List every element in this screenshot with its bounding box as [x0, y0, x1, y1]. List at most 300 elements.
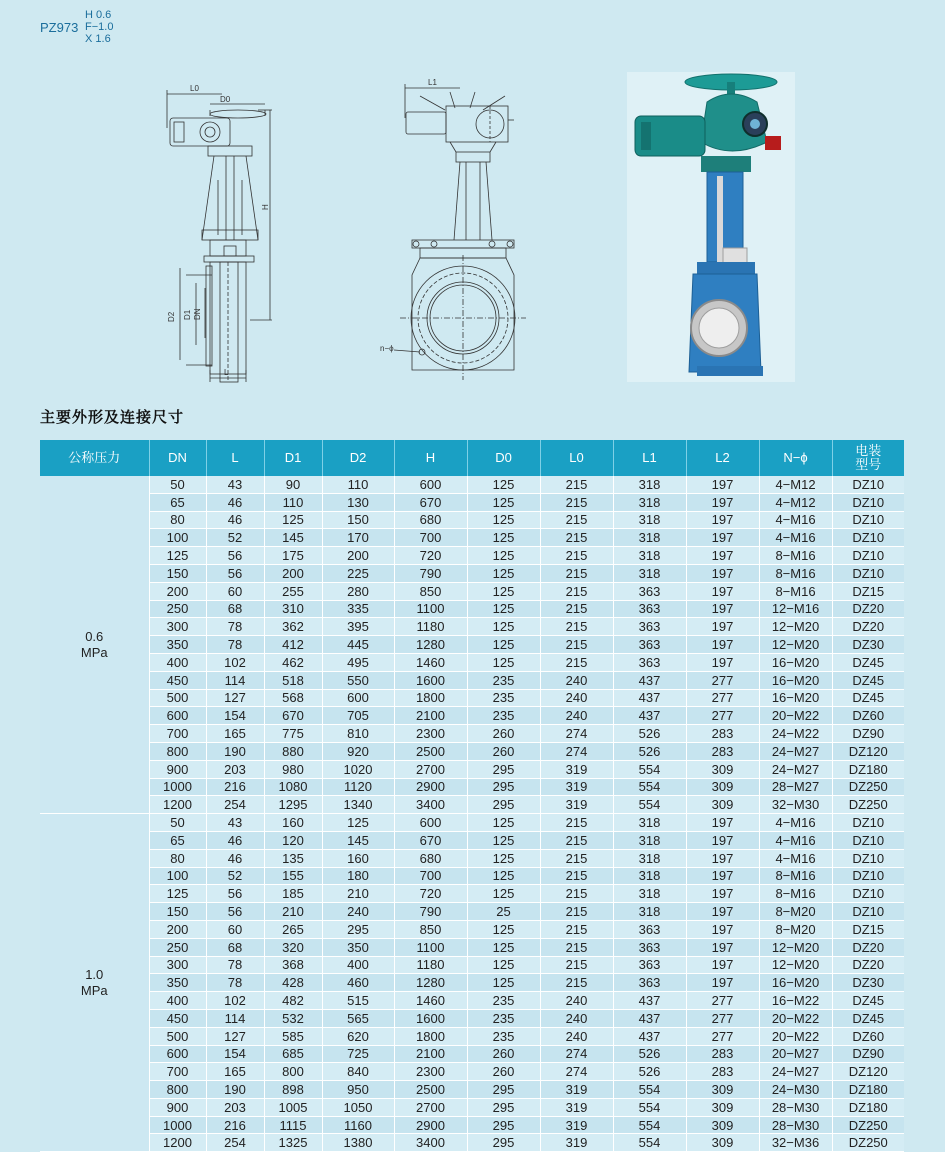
table-cell: 197	[686, 618, 759, 636]
table-cell: 56	[206, 885, 264, 903]
header-nominal-pressure: 公称压力	[40, 440, 149, 476]
table-cell: 600	[394, 814, 467, 832]
table-cell: 400	[322, 956, 394, 974]
section-title: 主要外形及连接尺寸	[40, 408, 185, 426]
table-cell: 295	[467, 796, 540, 814]
table-cell: DZ180	[832, 760, 904, 778]
table-cell: 197	[686, 653, 759, 671]
table-cell: 20−M22	[759, 1027, 832, 1045]
table-cell: 1115	[264, 1116, 322, 1134]
table-cell: 240	[322, 903, 394, 921]
table-cell: 216	[206, 1116, 264, 1134]
table-cell: 600	[149, 1045, 206, 1063]
side-view-drawing	[380, 78, 526, 380]
table-cell: 125	[467, 974, 540, 992]
table-cell: 3400	[394, 796, 467, 814]
table-cell: 197	[686, 885, 759, 903]
table-cell: 1100	[394, 938, 467, 956]
front-view-drawing	[167, 84, 272, 382]
table-cell: DZ20	[832, 618, 904, 636]
table-cell: 685	[264, 1045, 322, 1063]
table-row	[40, 992, 904, 1010]
table-cell: 24−M27	[759, 1063, 832, 1081]
table-cell: 197	[686, 903, 759, 921]
table-cell: DZ10	[832, 476, 904, 493]
table-cell: 274	[540, 742, 613, 760]
table-cell: 125	[467, 849, 540, 867]
table-cell: DZ45	[832, 1009, 904, 1027]
table-cell: 526	[613, 742, 686, 760]
table-cell: 12−M20	[759, 956, 832, 974]
table-cell: 1200	[149, 796, 206, 814]
table-row	[40, 547, 904, 565]
table-cell: 274	[540, 1045, 613, 1063]
table-cell: 437	[613, 707, 686, 725]
table-cell: 1295	[264, 796, 322, 814]
table-cell: 363	[613, 974, 686, 992]
table-cell: 260	[467, 742, 540, 760]
table-cell: 300	[149, 956, 206, 974]
table-row	[40, 511, 904, 529]
table-cell: 8−M16	[759, 582, 832, 600]
table-cell: 125	[264, 511, 322, 529]
table-cell: 1325	[264, 1134, 322, 1152]
table-cell: 8−M20	[759, 903, 832, 921]
table-cell: 215	[540, 956, 613, 974]
table-cell: DZ15	[832, 920, 904, 938]
table-cell: 319	[540, 1134, 613, 1152]
table-cell: DZ60	[832, 707, 904, 725]
table-cell: 65	[149, 493, 206, 511]
table-cell: DZ10	[832, 885, 904, 903]
table-row	[40, 920, 904, 938]
table-cell: 725	[322, 1045, 394, 1063]
table-cell: 318	[613, 867, 686, 885]
table-cell: 215	[540, 831, 613, 849]
table-cell: 565	[322, 1009, 394, 1027]
table-cell: 1020	[322, 760, 394, 778]
label-n-phi: n−ϕ	[380, 344, 394, 353]
table-cell: 240	[540, 1009, 613, 1027]
table-row	[40, 618, 904, 636]
table-row	[40, 707, 904, 725]
table-row	[40, 636, 904, 654]
table-cell: 800	[149, 742, 206, 760]
table-cell: 670	[394, 831, 467, 849]
table-cell: 319	[540, 1081, 613, 1099]
table-cell: 50	[149, 814, 206, 832]
table-cell: 1340	[322, 796, 394, 814]
table-row	[40, 600, 904, 618]
table-cell: 197	[686, 920, 759, 938]
table-cell: 125	[467, 636, 540, 654]
table-cell: 127	[206, 1027, 264, 1045]
table-cell: 240	[540, 1027, 613, 1045]
table-cell: 150	[149, 564, 206, 582]
table-cell: 600	[394, 476, 467, 493]
table-row	[40, 814, 904, 832]
model-suffix-h: H 0.6	[85, 9, 112, 21]
table-cell: 309	[686, 778, 759, 796]
table-cell: 1160	[322, 1116, 394, 1134]
table-cell: 515	[322, 992, 394, 1010]
table-cell: 125	[467, 529, 540, 547]
header-d0: D0	[467, 440, 540, 476]
table-cell: 295	[467, 1134, 540, 1152]
table-cell: 2700	[394, 1098, 467, 1116]
table-cell: DZ180	[832, 1098, 904, 1116]
table-row	[40, 1134, 904, 1152]
table-cell: 197	[686, 582, 759, 600]
table-cell: 4−M12	[759, 476, 832, 493]
table-cell: 850	[394, 920, 467, 938]
table-cell: 310	[264, 600, 322, 618]
table-cell: 526	[613, 1063, 686, 1081]
table-cell: 102	[206, 653, 264, 671]
table-cell: 114	[206, 671, 264, 689]
table-cell: 125	[467, 476, 540, 493]
table-cell: 235	[467, 992, 540, 1010]
pressure-group-cell: 1.0 MPa	[40, 814, 149, 1152]
table-cell: DZ90	[832, 725, 904, 743]
table-cell: DZ30	[832, 974, 904, 992]
model-base: PZ973	[40, 20, 79, 35]
table-cell: 203	[206, 760, 264, 778]
table-row	[40, 1009, 904, 1027]
table-cell: 4−M16	[759, 814, 832, 832]
table-cell: 309	[686, 1116, 759, 1134]
table-cell: 950	[322, 1081, 394, 1099]
table-cell: 554	[613, 1134, 686, 1152]
table-cell: 437	[613, 671, 686, 689]
table-cell: 215	[540, 476, 613, 493]
table-cell: 127	[206, 689, 264, 707]
table-cell: 197	[686, 849, 759, 867]
table-cell: 254	[206, 796, 264, 814]
table-cell: 215	[540, 867, 613, 885]
table-cell: 24−M22	[759, 725, 832, 743]
table-cell: 12−M16	[759, 600, 832, 618]
table-cell: 363	[613, 582, 686, 600]
table-cell: 215	[540, 618, 613, 636]
table-cell: 180	[322, 867, 394, 885]
table-cell: 1180	[394, 618, 467, 636]
table-cell: 554	[613, 778, 686, 796]
table-cell: 318	[613, 903, 686, 921]
header-l1: L1	[613, 440, 686, 476]
table-cell: 585	[264, 1027, 322, 1045]
table-cell: 130	[322, 493, 394, 511]
table-row	[40, 956, 904, 974]
header-d2: D2	[322, 440, 394, 476]
table-cell: 46	[206, 849, 264, 867]
model-designation	[40, 9, 150, 49]
table-cell: 215	[540, 920, 613, 938]
table-cell: 3400	[394, 1134, 467, 1152]
table-cell: 319	[540, 778, 613, 796]
table-cell: 150	[322, 511, 394, 529]
table-cell: 450	[149, 1009, 206, 1027]
table-cell: 43	[206, 814, 264, 832]
table-cell: 532	[264, 1009, 322, 1027]
table-cell: 283	[686, 725, 759, 743]
table-cell: 210	[322, 885, 394, 903]
table-row	[40, 1081, 904, 1099]
table-cell: 68	[206, 938, 264, 956]
table-cell: 210	[264, 903, 322, 921]
table-cell: 24−M27	[759, 742, 832, 760]
table-cell: DZ10	[832, 564, 904, 582]
table-cell: 16−M20	[759, 671, 832, 689]
table-cell: 155	[264, 867, 322, 885]
table-cell: DZ10	[832, 867, 904, 885]
table-cell: 2100	[394, 707, 467, 725]
table-cell: 46	[206, 511, 264, 529]
table-cell: 277	[686, 689, 759, 707]
table-cell: 680	[394, 511, 467, 529]
table-cell: 52	[206, 529, 264, 547]
table-cell: 280	[322, 582, 394, 600]
table-row	[40, 1063, 904, 1081]
table-cell: DZ30	[832, 636, 904, 654]
table-cell: 24−M30	[759, 1081, 832, 1099]
table-cell: 274	[540, 725, 613, 743]
table-cell: 90	[264, 476, 322, 493]
table-cell: DZ45	[832, 992, 904, 1010]
table-cell: DZ10	[832, 831, 904, 849]
table-cell: 445	[322, 636, 394, 654]
table-cell: 350	[149, 636, 206, 654]
table-cell: 235	[467, 1027, 540, 1045]
table-cell: 720	[394, 547, 467, 565]
table-cell: 700	[394, 867, 467, 885]
table-cell: 165	[206, 1063, 264, 1081]
table-cell: 318	[613, 814, 686, 832]
table-cell: 16−M20	[759, 689, 832, 707]
table-cell: 318	[613, 849, 686, 867]
label-d0: D0	[220, 95, 231, 104]
table-cell: 1000	[149, 1116, 206, 1134]
table-cell: 215	[540, 653, 613, 671]
table-cell: 295	[467, 1098, 540, 1116]
table-cell: 225	[322, 564, 394, 582]
table-cell: 368	[264, 956, 322, 974]
table-cell: 1460	[394, 653, 467, 671]
table-cell: 197	[686, 564, 759, 582]
table-cell: 554	[613, 796, 686, 814]
table-cell: 215	[540, 493, 613, 511]
table-cell: 52	[206, 867, 264, 885]
table-cell: 56	[206, 903, 264, 921]
model-suffix-f: F−1.0	[85, 21, 114, 33]
header-h: H	[394, 440, 467, 476]
table-cell: 28−M30	[759, 1098, 832, 1116]
table-cell: 25	[467, 903, 540, 921]
table-cell: 215	[540, 938, 613, 956]
table-cell: 215	[540, 511, 613, 529]
table-cell: 318	[613, 831, 686, 849]
table-cell: DZ45	[832, 671, 904, 689]
table-cell: 880	[264, 742, 322, 760]
table-cell: 160	[322, 849, 394, 867]
table-cell: 28−M30	[759, 1116, 832, 1134]
table-cell: 1800	[394, 1027, 467, 1045]
table-cell: 20−M22	[759, 707, 832, 725]
table-cell: 56	[206, 564, 264, 582]
table-cell: 437	[613, 1027, 686, 1045]
table-cell: 898	[264, 1081, 322, 1099]
header-l0: L0	[540, 440, 613, 476]
table-cell: 8−M16	[759, 885, 832, 903]
table-cell: 8−M16	[759, 547, 832, 565]
table-cell: 412	[264, 636, 322, 654]
table-cell: 670	[264, 707, 322, 725]
table-cell: 24−M27	[759, 760, 832, 778]
table-cell: 2900	[394, 778, 467, 796]
table-cell: 277	[686, 707, 759, 725]
table-cell: 437	[613, 1009, 686, 1027]
table-cell: 700	[394, 529, 467, 547]
table-cell: 1100	[394, 600, 467, 618]
table-cell: DZ10	[832, 849, 904, 867]
table-cell: 363	[613, 956, 686, 974]
table-row	[40, 671, 904, 689]
table-cell: 309	[686, 1081, 759, 1099]
table-cell: 2300	[394, 725, 467, 743]
table-cell: 277	[686, 992, 759, 1010]
table-cell: 240	[540, 689, 613, 707]
table-cell: 495	[322, 653, 394, 671]
table-cell: DZ10	[832, 493, 904, 511]
table-cell: 68	[206, 600, 264, 618]
table-cell: DZ10	[832, 529, 904, 547]
table-cell: 319	[540, 796, 613, 814]
table-cell: 500	[149, 689, 206, 707]
table-cell: 125	[322, 814, 394, 832]
table-cell: 12−M20	[759, 636, 832, 654]
table-cell: 160	[264, 814, 322, 832]
label-l1: L1	[428, 78, 437, 87]
table-cell: 363	[613, 938, 686, 956]
table-cell: 318	[613, 511, 686, 529]
table-cell: 790	[394, 564, 467, 582]
table-cell: 318	[613, 547, 686, 565]
table-cell: 32−M30	[759, 796, 832, 814]
table-cell: 400	[149, 992, 206, 1010]
table-cell: 2700	[394, 760, 467, 778]
table-cell: 526	[613, 725, 686, 743]
table-cell: 1200	[149, 1134, 206, 1152]
table-cell: 335	[322, 600, 394, 618]
table-cell: 700	[149, 1063, 206, 1081]
table-cell: 125	[467, 653, 540, 671]
table-cell: 4−M12	[759, 493, 832, 511]
table-row	[40, 1098, 904, 1116]
table-cell: 255	[264, 582, 322, 600]
table-cell: DZ15	[832, 582, 904, 600]
table-cell: DZ20	[832, 938, 904, 956]
table-cell: 8−M16	[759, 867, 832, 885]
table-cell: 260	[467, 1045, 540, 1063]
table-cell: 154	[206, 1045, 264, 1063]
table-cell: 197	[686, 867, 759, 885]
table-cell: 350	[149, 974, 206, 992]
table-cell: 110	[264, 493, 322, 511]
table-cell: 215	[540, 547, 613, 565]
table-cell: DZ250	[832, 778, 904, 796]
table-cell: 125	[467, 885, 540, 903]
table-cell: DZ10	[832, 903, 904, 921]
table-cell: 295	[467, 1081, 540, 1099]
table-cell: 554	[613, 760, 686, 778]
pressure-group-cell: 0.6 MPa	[40, 476, 149, 814]
table-cell: DZ10	[832, 547, 904, 565]
table-row	[40, 903, 904, 921]
table-cell: 518	[264, 671, 322, 689]
table-row	[40, 867, 904, 885]
dimension-table	[40, 440, 904, 1152]
table-cell: 265	[264, 920, 322, 938]
table-cell: 554	[613, 1098, 686, 1116]
table-cell: 197	[686, 476, 759, 493]
table-row	[40, 564, 904, 582]
table-cell: 185	[264, 885, 322, 903]
table-row	[40, 831, 904, 849]
table-cell: 60	[206, 582, 264, 600]
table-row	[40, 653, 904, 671]
table-cell: 4−M16	[759, 511, 832, 529]
table-cell: 46	[206, 831, 264, 849]
table-cell: 363	[613, 920, 686, 938]
table-row	[40, 796, 904, 814]
table-cell: 110	[322, 476, 394, 493]
table-cell: 4−M16	[759, 831, 832, 849]
table-cell: 80	[149, 849, 206, 867]
table-cell: 125	[467, 511, 540, 529]
table-cell: 1600	[394, 671, 467, 689]
table-cell: 240	[540, 671, 613, 689]
table-cell: 295	[322, 920, 394, 938]
table-cell: 319	[540, 760, 613, 778]
table-cell: 215	[540, 814, 613, 832]
table-cell: 1460	[394, 992, 467, 1010]
table-cell: 1005	[264, 1098, 322, 1116]
table-cell: 200	[149, 582, 206, 600]
table-cell: 65	[149, 831, 206, 849]
table-cell: 100	[149, 867, 206, 885]
table-cell: 150	[149, 903, 206, 921]
table-cell: 600	[322, 689, 394, 707]
table-cell: 125	[149, 547, 206, 565]
table-cell: 125	[467, 920, 540, 938]
table-cell: 125	[467, 618, 540, 636]
table-cell: 200	[149, 920, 206, 938]
table-cell: 462	[264, 653, 322, 671]
table-cell: DZ250	[832, 1116, 904, 1134]
table-cell: 56	[206, 547, 264, 565]
table-cell: 197	[686, 547, 759, 565]
table-cell: 790	[394, 903, 467, 921]
table-cell: 319	[540, 1098, 613, 1116]
table-cell: DZ250	[832, 1134, 904, 1152]
table-row	[40, 493, 904, 511]
table-cell: 125	[467, 493, 540, 511]
table-cell: 363	[613, 600, 686, 618]
table-cell: 350	[322, 938, 394, 956]
table-cell: 240	[540, 992, 613, 1010]
table-cell: 200	[264, 564, 322, 582]
table-cell: 2500	[394, 742, 467, 760]
